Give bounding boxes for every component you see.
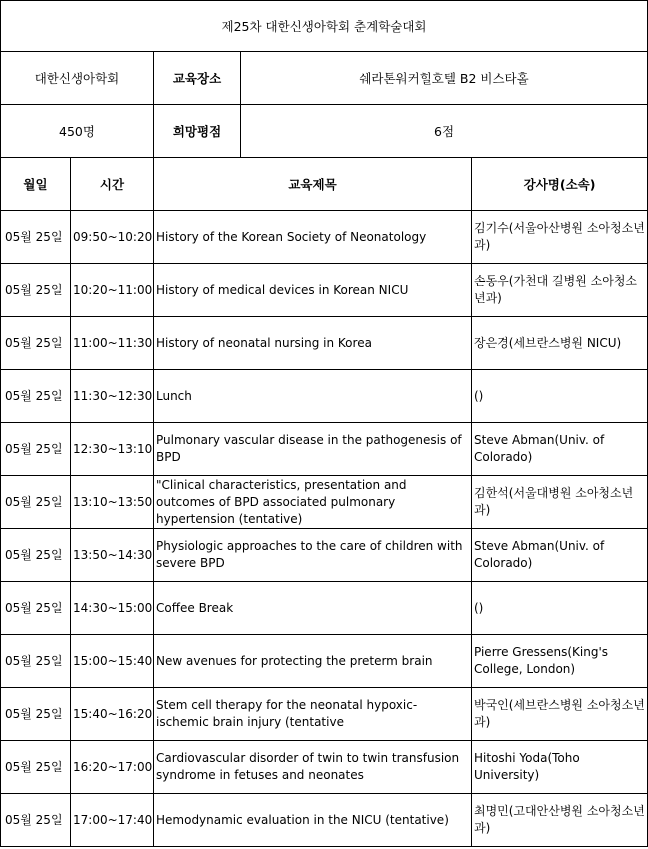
schedule-rows xyxy=(1,211,648,847)
speaker-cell: () xyxy=(472,582,648,635)
score-label: 희망평점 xyxy=(154,105,241,158)
date-cell: 05월 25일 xyxy=(1,582,71,635)
table-row xyxy=(1,688,648,741)
speaker-cell: () xyxy=(472,370,648,423)
column-header-row xyxy=(1,158,648,211)
speaker-cell: 김기수(서울아산병원 소아청소년과) xyxy=(472,211,648,264)
time-cell: 13:10~13:50 xyxy=(71,476,154,529)
date-cell: 05월 25일 xyxy=(1,423,71,476)
session-title-cell: Physiologic approaches to the care of children with severe BPD xyxy=(154,529,472,582)
date-cell: 05월 25일 xyxy=(1,635,71,688)
time-cell: 10:20~11:00 xyxy=(71,264,154,317)
speaker-cell: Hitoshi Yoda(Toho University) xyxy=(472,741,648,794)
time-cell: 15:00~15:40 xyxy=(71,635,154,688)
table-row xyxy=(1,794,648,847)
date-cell: 05월 25일 xyxy=(1,529,71,582)
date-cell: 05월 25일 xyxy=(1,211,71,264)
venue-value: 쉐라톤워커힐호텔 B2 비스타홀 xyxy=(241,52,648,105)
table-row xyxy=(1,211,648,264)
session-title-cell: New avenues for protecting the preterm brain xyxy=(154,635,472,688)
column-header-speaker: 강사명(소속) xyxy=(472,158,648,211)
time-cell: 14:30~15:00 xyxy=(71,582,154,635)
table-row xyxy=(1,529,648,582)
session-title-cell: "Clinical characteristics, presentation and outcomes of BPD associated pulmonary hypertension (tentative) xyxy=(154,476,472,529)
time-cell: 16:20~17:00 xyxy=(71,741,154,794)
column-header-time: 시간 xyxy=(71,158,154,211)
time-cell: 11:30~12:30 xyxy=(71,370,154,423)
session-title-cell: Coffee Break xyxy=(154,582,472,635)
title-row xyxy=(1,1,648,52)
session-title-cell: Pulmonary vascular disease in the pathogenesis of BPD xyxy=(154,423,472,476)
speaker-cell: 손동우(가천대 길병원 소아청소년과) xyxy=(472,264,648,317)
organizer-cell: 대한신생아학회 xyxy=(1,52,154,105)
session-title-cell: History of medical devices in Korean NICU xyxy=(154,264,472,317)
info-row-venue xyxy=(1,52,648,105)
table-row xyxy=(1,741,648,794)
date-cell: 05월 25일 xyxy=(1,370,71,423)
score-value: 6점 xyxy=(241,105,648,158)
info-row-score xyxy=(1,105,648,158)
date-cell: 05월 25일 xyxy=(1,741,71,794)
speaker-cell: Pierre Gressens(King's College, London) xyxy=(472,635,648,688)
speaker-cell: 박국인(세브란스병원 소아청소년과) xyxy=(472,688,648,741)
time-cell: 13:50~14:30 xyxy=(71,529,154,582)
session-title-cell: Cardiovascular disorder of twin to twin transfusion syndrome in fetuses and neonates xyxy=(154,741,472,794)
table-row xyxy=(1,476,648,529)
document-title: 제25차 대한신생아학회 춘계학술대회 xyxy=(1,1,648,52)
table-row xyxy=(1,582,648,635)
date-cell: 05월 25일 xyxy=(1,476,71,529)
speaker-cell: Steve Abman(Univ. of Colorado) xyxy=(472,529,648,582)
column-header-date: 월일 xyxy=(1,158,71,211)
table-row xyxy=(1,264,648,317)
column-header-title: 교육제목 xyxy=(154,158,472,211)
table-row xyxy=(1,423,648,476)
session-title-cell: History of the Korean Society of Neonatology xyxy=(154,211,472,264)
date-cell: 05월 25일 xyxy=(1,264,71,317)
session-title-cell: Stem cell therapy for the neonatal hypoxic-ischemic brain injury (tentative xyxy=(154,688,472,741)
speaker-cell: 장은경(세브란스병원 NICU) xyxy=(472,317,648,370)
date-cell: 05월 25일 xyxy=(1,317,71,370)
session-title-cell: History of neonatal nursing in Korea xyxy=(154,317,472,370)
session-title-cell: Hemodynamic evaluation in the NICU (tentative) xyxy=(154,794,472,847)
date-cell: 05월 25일 xyxy=(1,794,71,847)
table-row xyxy=(1,370,648,423)
time-cell: 09:50~10:20 xyxy=(71,211,154,264)
time-cell: 15:40~16:20 xyxy=(71,688,154,741)
table-row xyxy=(1,317,648,370)
time-cell: 11:00~11:30 xyxy=(71,317,154,370)
date-cell: 05월 25일 xyxy=(1,688,71,741)
session-title-cell: Lunch xyxy=(154,370,472,423)
time-cell: 12:30~13:10 xyxy=(71,423,154,476)
attendees-cell: 450명 xyxy=(1,105,154,158)
table-row xyxy=(1,635,648,688)
speaker-cell: 최명민(고대안산병원 소아청소년과) xyxy=(472,794,648,847)
time-cell: 17:00~17:40 xyxy=(71,794,154,847)
speaker-cell: 김한석(서울대병원 소아청소년과) xyxy=(472,476,648,529)
venue-label: 교육장소 xyxy=(154,52,241,105)
speaker-cell: Steve Abman(Univ. of Colorado) xyxy=(472,423,648,476)
